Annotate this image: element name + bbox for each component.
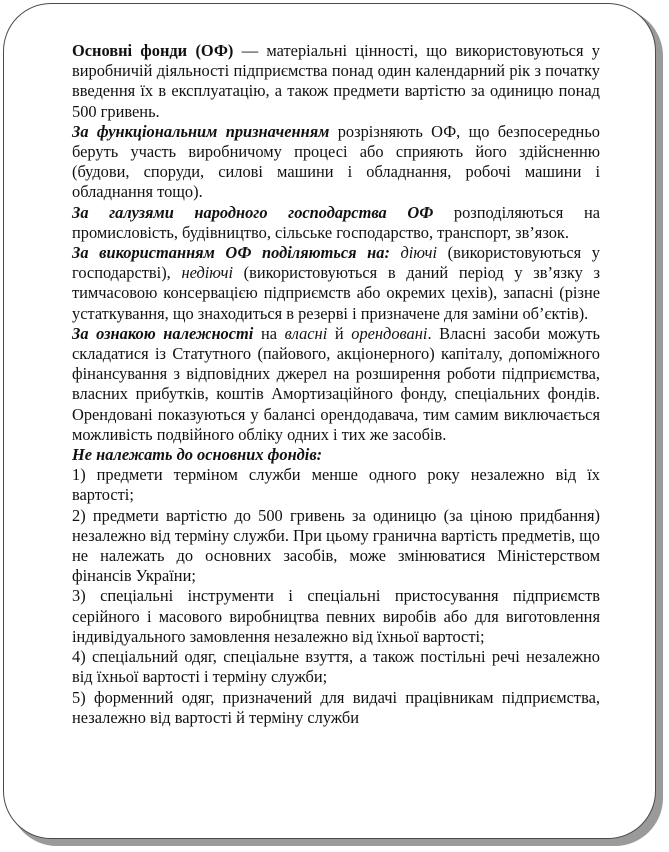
exclusion-item-1: 1) предмети терміном служби менше одного року незалежно від їх вартості; <box>72 465 600 505</box>
use-inactive-term: недіючі <box>181 263 234 283</box>
ownership-heading: За ознакою належності <box>72 323 254 343</box>
use-heading: За використанням ОФ поділяються на: <box>72 243 390 263</box>
ownership-text-1: на <box>253 323 285 343</box>
purpose-paragraph <box>72 122 600 203</box>
use-text-1: (використовуються у господарстві), <box>72 243 600 283</box>
purpose-heading: За функціональним призначенням <box>72 121 330 141</box>
purpose-text: розрізняють ОФ, що безпосередньо беруть участь виробничому процесі або сприяють його здійсненню (будови, споруди, силові машини і обладнання, робочі машини і обладнання тощо). <box>72 121 600 202</box>
definition-term: Основні фонди (ОФ) <box>72 41 234 60</box>
definition-text: — матеріальні цінності, що використовуються у виробничій діяльності підприємства понад один календарний рік з початку введення їх в експлуатацію, а також предмети вартістю за одиницю понад 500 гривень. <box>72 41 600 121</box>
exclusion-item-3: 3) спеціальні інструменти і спеціальні пристосування підприємств серійного і масового виробництва певних виробів або для виготовлення індивідуального замовлення незалежно від їхньої вартості; <box>72 586 600 646</box>
industry-heading: За галузями народного господарства ОФ <box>72 202 434 222</box>
definition-paragraph <box>72 41 600 122</box>
document-body <box>72 41 600 728</box>
ownership-leased-term: орендовані <box>351 323 428 343</box>
exclusions-heading: Не належать до основних фондів: <box>72 445 323 465</box>
ownership-own-term: власні <box>284 323 328 343</box>
industry-text: розподіляються на промисловість, будівництво, сільське господарство, транспорт, зв’язок. <box>72 202 600 242</box>
use-text-2: (використовуються в даний період у зв’язку з тимчасовою консервацією підприємств або окремих цехів), запасні (різне устаткування, що знаходиться в резерві і призначене для заміни об’єктів). <box>72 263 600 323</box>
ownership-text-3: . Власні засоби можуть складатися із Статутного (пайового, акціонерного) капіталу, допоміжного фінансування з відповідних джерел на розширення роботи підприємства, власних прибутків, коштів Амортизаційного фонду, спеціальних фондів. Орендовані показуються у балансі орендодавача, тим самим виключається можливість подвійного обліку одних і тих же засобів. <box>72 323 601 444</box>
ownership-paragraph <box>72 324 600 445</box>
use-paragraph <box>72 243 600 324</box>
exclusion-item-5: 5) форменний одяг, призначений для видачі працівникам підприємства, незалежно від вартості й терміну служби <box>72 687 600 727</box>
industry-paragraph <box>72 203 600 243</box>
use-active-term: діючі <box>400 243 438 263</box>
exclusion-item-2: 2) предмети вартістю до 500 гривень за одиницю (за ціною придбання) незалежно від терміну служби. При цьому гранична вартість предметів, що не належать до основних засобів, може змінюватися Міністерством фінансів України; <box>72 505 600 586</box>
ownership-text-2: й <box>327 323 352 343</box>
exclusion-item-4: 4) спеціальний одяг, спеціальне взуття, а також постільні речі незалежно від їхньої вартості і терміну служби; <box>72 647 600 687</box>
